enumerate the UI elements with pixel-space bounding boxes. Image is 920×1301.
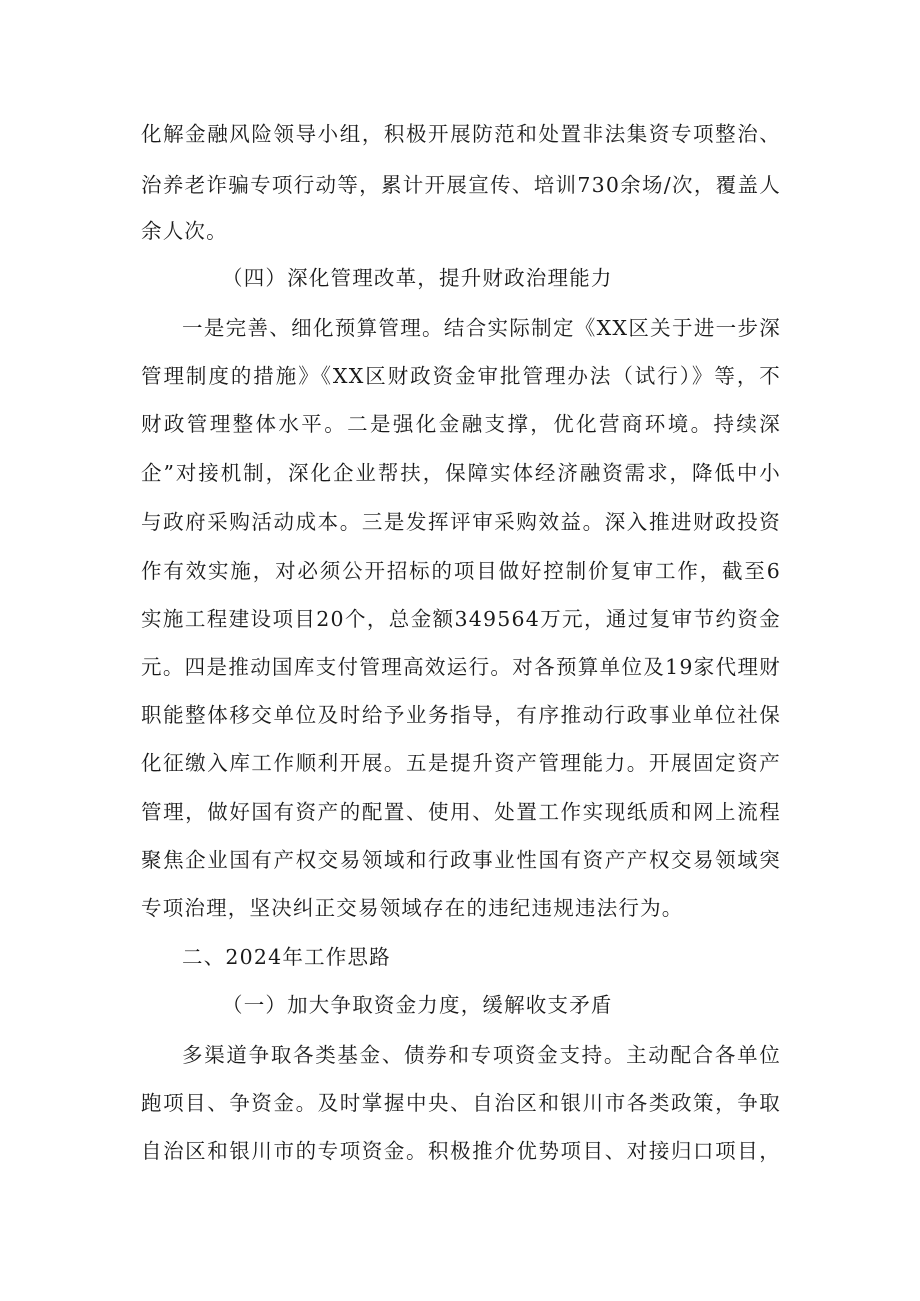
paragraph-line: 一是完善、细化预算管理。结合实际制定《XX区关于进一步深 bbox=[182, 316, 781, 340]
paragraph-line: 元。四是推动国库支付管理高效运行。对各预算单位及19家代理财 bbox=[141, 655, 781, 679]
paragraph-line: 化解金融风险领导小组，积极开展防范和处置非法集资专项整治、 bbox=[141, 122, 781, 146]
paragraph-line: 专项治理，坚决纠正交易领域存在的违纪违规违法行为。 bbox=[141, 896, 684, 920]
section-heading-4: （四）深化管理改革，提升财政治理能力 bbox=[222, 266, 613, 290]
paragraph-line: 跑项目、争资金。及时掌握中央、自治区和银川市各类政策，争取 bbox=[141, 1091, 781, 1115]
paragraph-line: 余人次。 bbox=[141, 219, 228, 243]
paragraph-line: 管理，做好国有资产的配置、使用、处置工作实现纸质和网上流程 bbox=[141, 800, 781, 824]
paragraph-line: 化征缴入库工作顺利开展。五是提升资产管理能力。开展固定资产 bbox=[141, 751, 781, 775]
paragraph-line: 实施工程建设项目20个，总金额349564万元，通过复审节约资金 bbox=[141, 607, 781, 631]
paragraph-line: 多渠道争取各类基金、债券和专项资金支持。主动配合各单位 bbox=[182, 1043, 781, 1067]
paragraph-line: 管理制度的措施》《XX区财政资金审批管理办法（试行）》等，不 bbox=[141, 364, 781, 388]
paragraph-line: 自治区和银川市的专项资金。积极推介优势项目、对接归口项目， bbox=[141, 1139, 781, 1163]
paragraph-line: 作有效实施，对必须公开招标的项目做好控制价复审工作，截至6 bbox=[141, 559, 781, 583]
paragraph-line: 与政府采购活动成本。三是发挥评审采购效益。深入推进财政投资 bbox=[141, 510, 781, 534]
subsection-heading-1: （一）加大争取资金力度，缓解收支矛盾 bbox=[222, 993, 613, 1017]
paragraph-line: 财政管理整体水平。二是强化金融支撑，优化营商环境。持续深 bbox=[141, 412, 781, 436]
paragraph-line: 治养老诈骗专项行动等，累计开展宣传、培训730余场/次，覆盖人 bbox=[141, 173, 781, 197]
paragraph-line: 聚焦企业国有产权交易领域和行政事业性国有资产产权交易领域突 bbox=[141, 848, 781, 872]
paragraph-line: 企”对接机制，深化企业帮扶，保障实体经济融资需求，降低中小 bbox=[141, 461, 781, 485]
section-heading-2: 二、2024年工作思路 bbox=[182, 945, 391, 969]
paragraph-line: 职能整体移交单位及时给予业务指导，有序推动行政事业单位社保 bbox=[141, 703, 781, 727]
